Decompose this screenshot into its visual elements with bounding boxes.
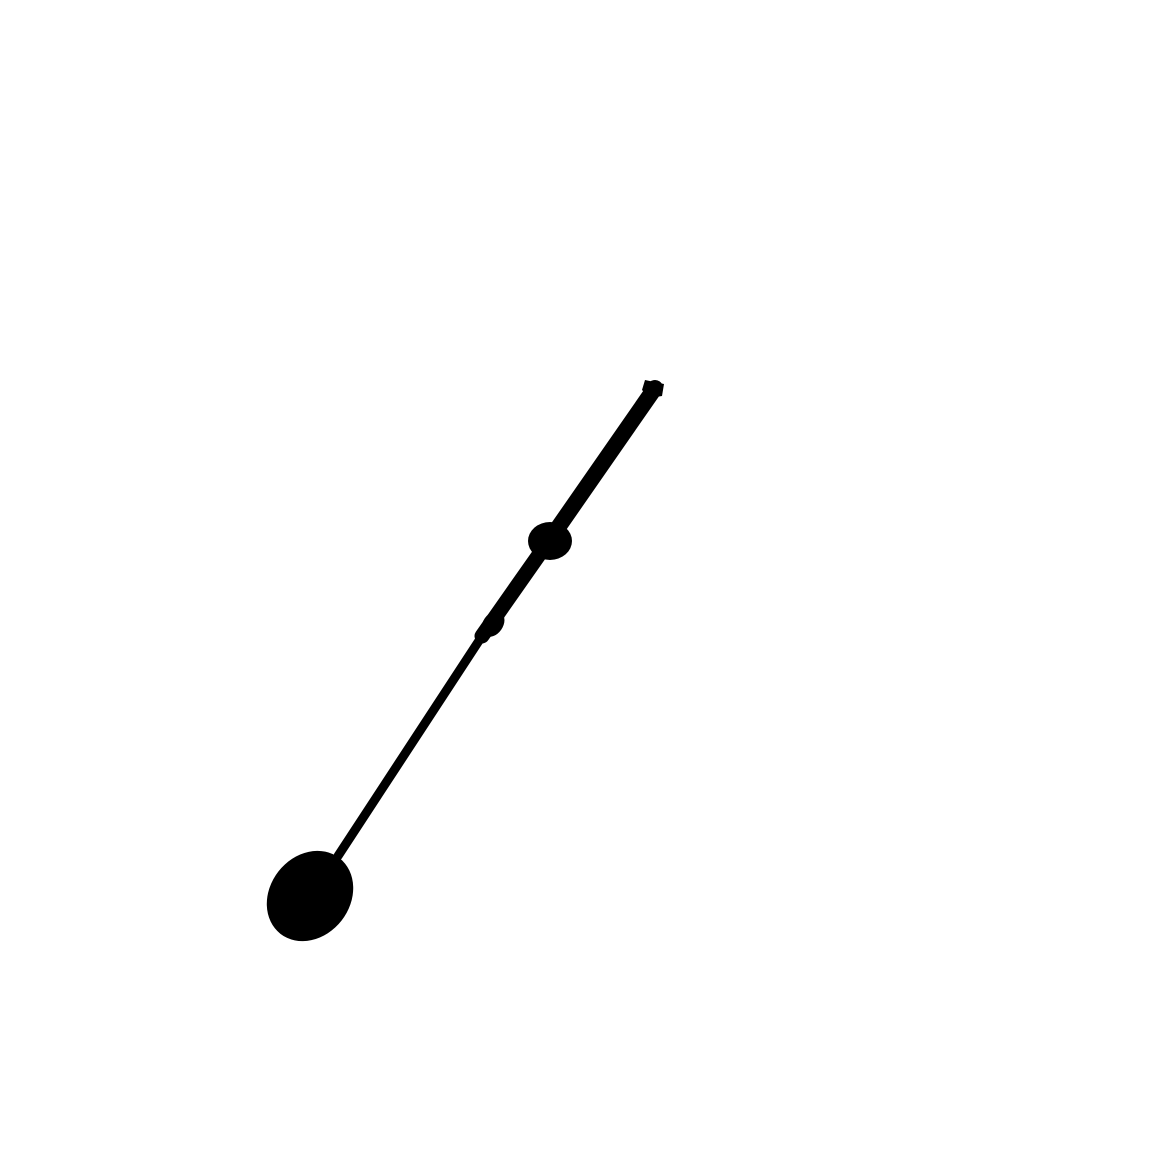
spoon-upper-stem <box>548 388 655 542</box>
spoon-lower-handle <box>338 630 486 856</box>
spoon-silhouette-group <box>249 380 664 958</box>
spoon-upper-knob <box>528 522 572 560</box>
spoon-bowl <box>249 834 371 959</box>
